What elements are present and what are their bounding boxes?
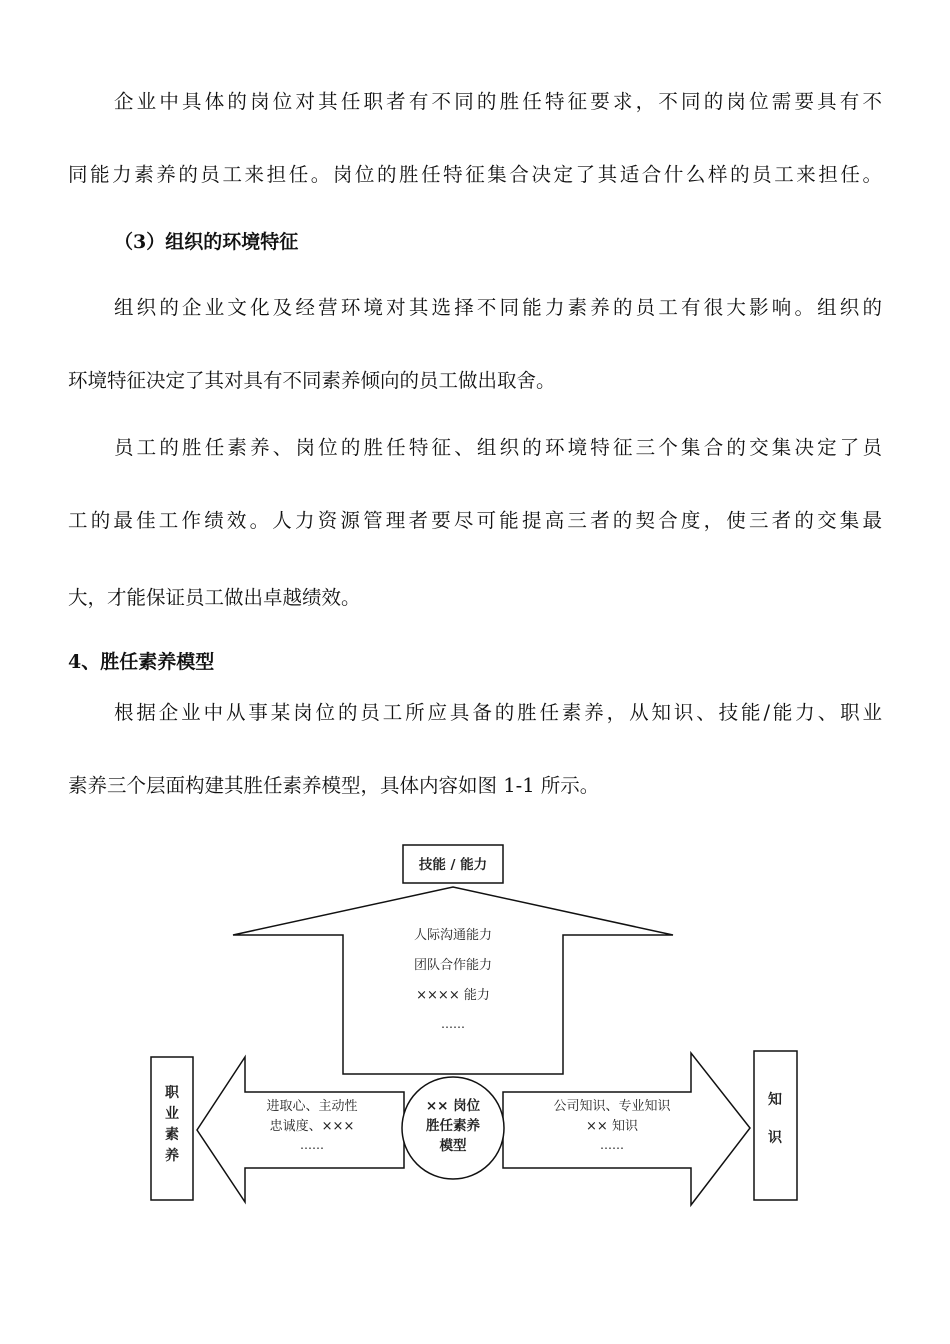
top-item: 人际沟通能力 [413,928,493,943]
left-label-char: 业 [165,1106,179,1122]
section-heading-competency-model: 4、胜任素养模型 [68,651,215,673]
right-item: …… [600,1138,624,1152]
paragraph3-line1: 员工的胜任素养、岗位的胜任特征、组织的环境特征三个集合的交集决定了员 [114,436,882,459]
paragraph1-line1: 企业中具体的岗位对其任职者有不同的胜任特征要求，不同的岗位需要具有不 [114,90,882,113]
paragraph4-line2: 素养三个层面构建其胜任素养模型，具体内容如图 1-1 所示。 [68,774,600,797]
left-item: …… [300,1138,324,1152]
paragraph2-line1: 组织的企业文化及经营环境对其选择不同能力素养的员工有很大影响。组织的 [114,296,882,319]
center-text: 胜任素养 [426,1118,480,1134]
right-label-box [754,1051,797,1200]
left-label-char: 职 [165,1085,179,1101]
left-label-char: 养 [165,1148,179,1164]
left-item: 忠诚度、××× [269,1119,355,1134]
center-text: ×× 岗位 [425,1098,481,1114]
paragraph4-line1: 根据企业中从事某岗位的员工所应具备的胜任素养，从知识、技能/能力、职业 [114,701,882,724]
paragraph2-line2: 环境特征决定了其对具有不同素养倾向的员工做出取舍。 [68,369,556,392]
right-label-char: 知 [768,1092,782,1108]
paragraph3-line3: 大，才能保证员工做出卓越绩效。 [68,586,361,609]
paragraph1-line2: 同能力素养的员工来担任。岗位的胜任特征集合决定了其适合什么样的员工来担任。 [68,163,882,186]
right-item: 公司知识、专业知识 [553,1099,671,1114]
top-item: ×××× 能力 [416,988,490,1003]
center-text: 模型 [439,1138,467,1154]
up-arrow [233,887,673,1074]
paragraph3-line2: 工的最佳工作绩效。人力资源管理者要尽可能提高三者的契合度，使三者的交集最 [68,509,882,532]
left-label-char: 素 [165,1127,179,1143]
subheading-environment: （3）组织的环境特征 [114,231,299,253]
right-label-char: 识 [768,1130,782,1146]
top-item: …… [441,1017,465,1031]
left-item: 进取心、主动性 [266,1099,358,1114]
top-label-text: 技能 / 能力 [418,857,488,873]
right-item: ×× 知识 [586,1119,638,1134]
top-item: 团队合作能力 [413,958,493,973]
